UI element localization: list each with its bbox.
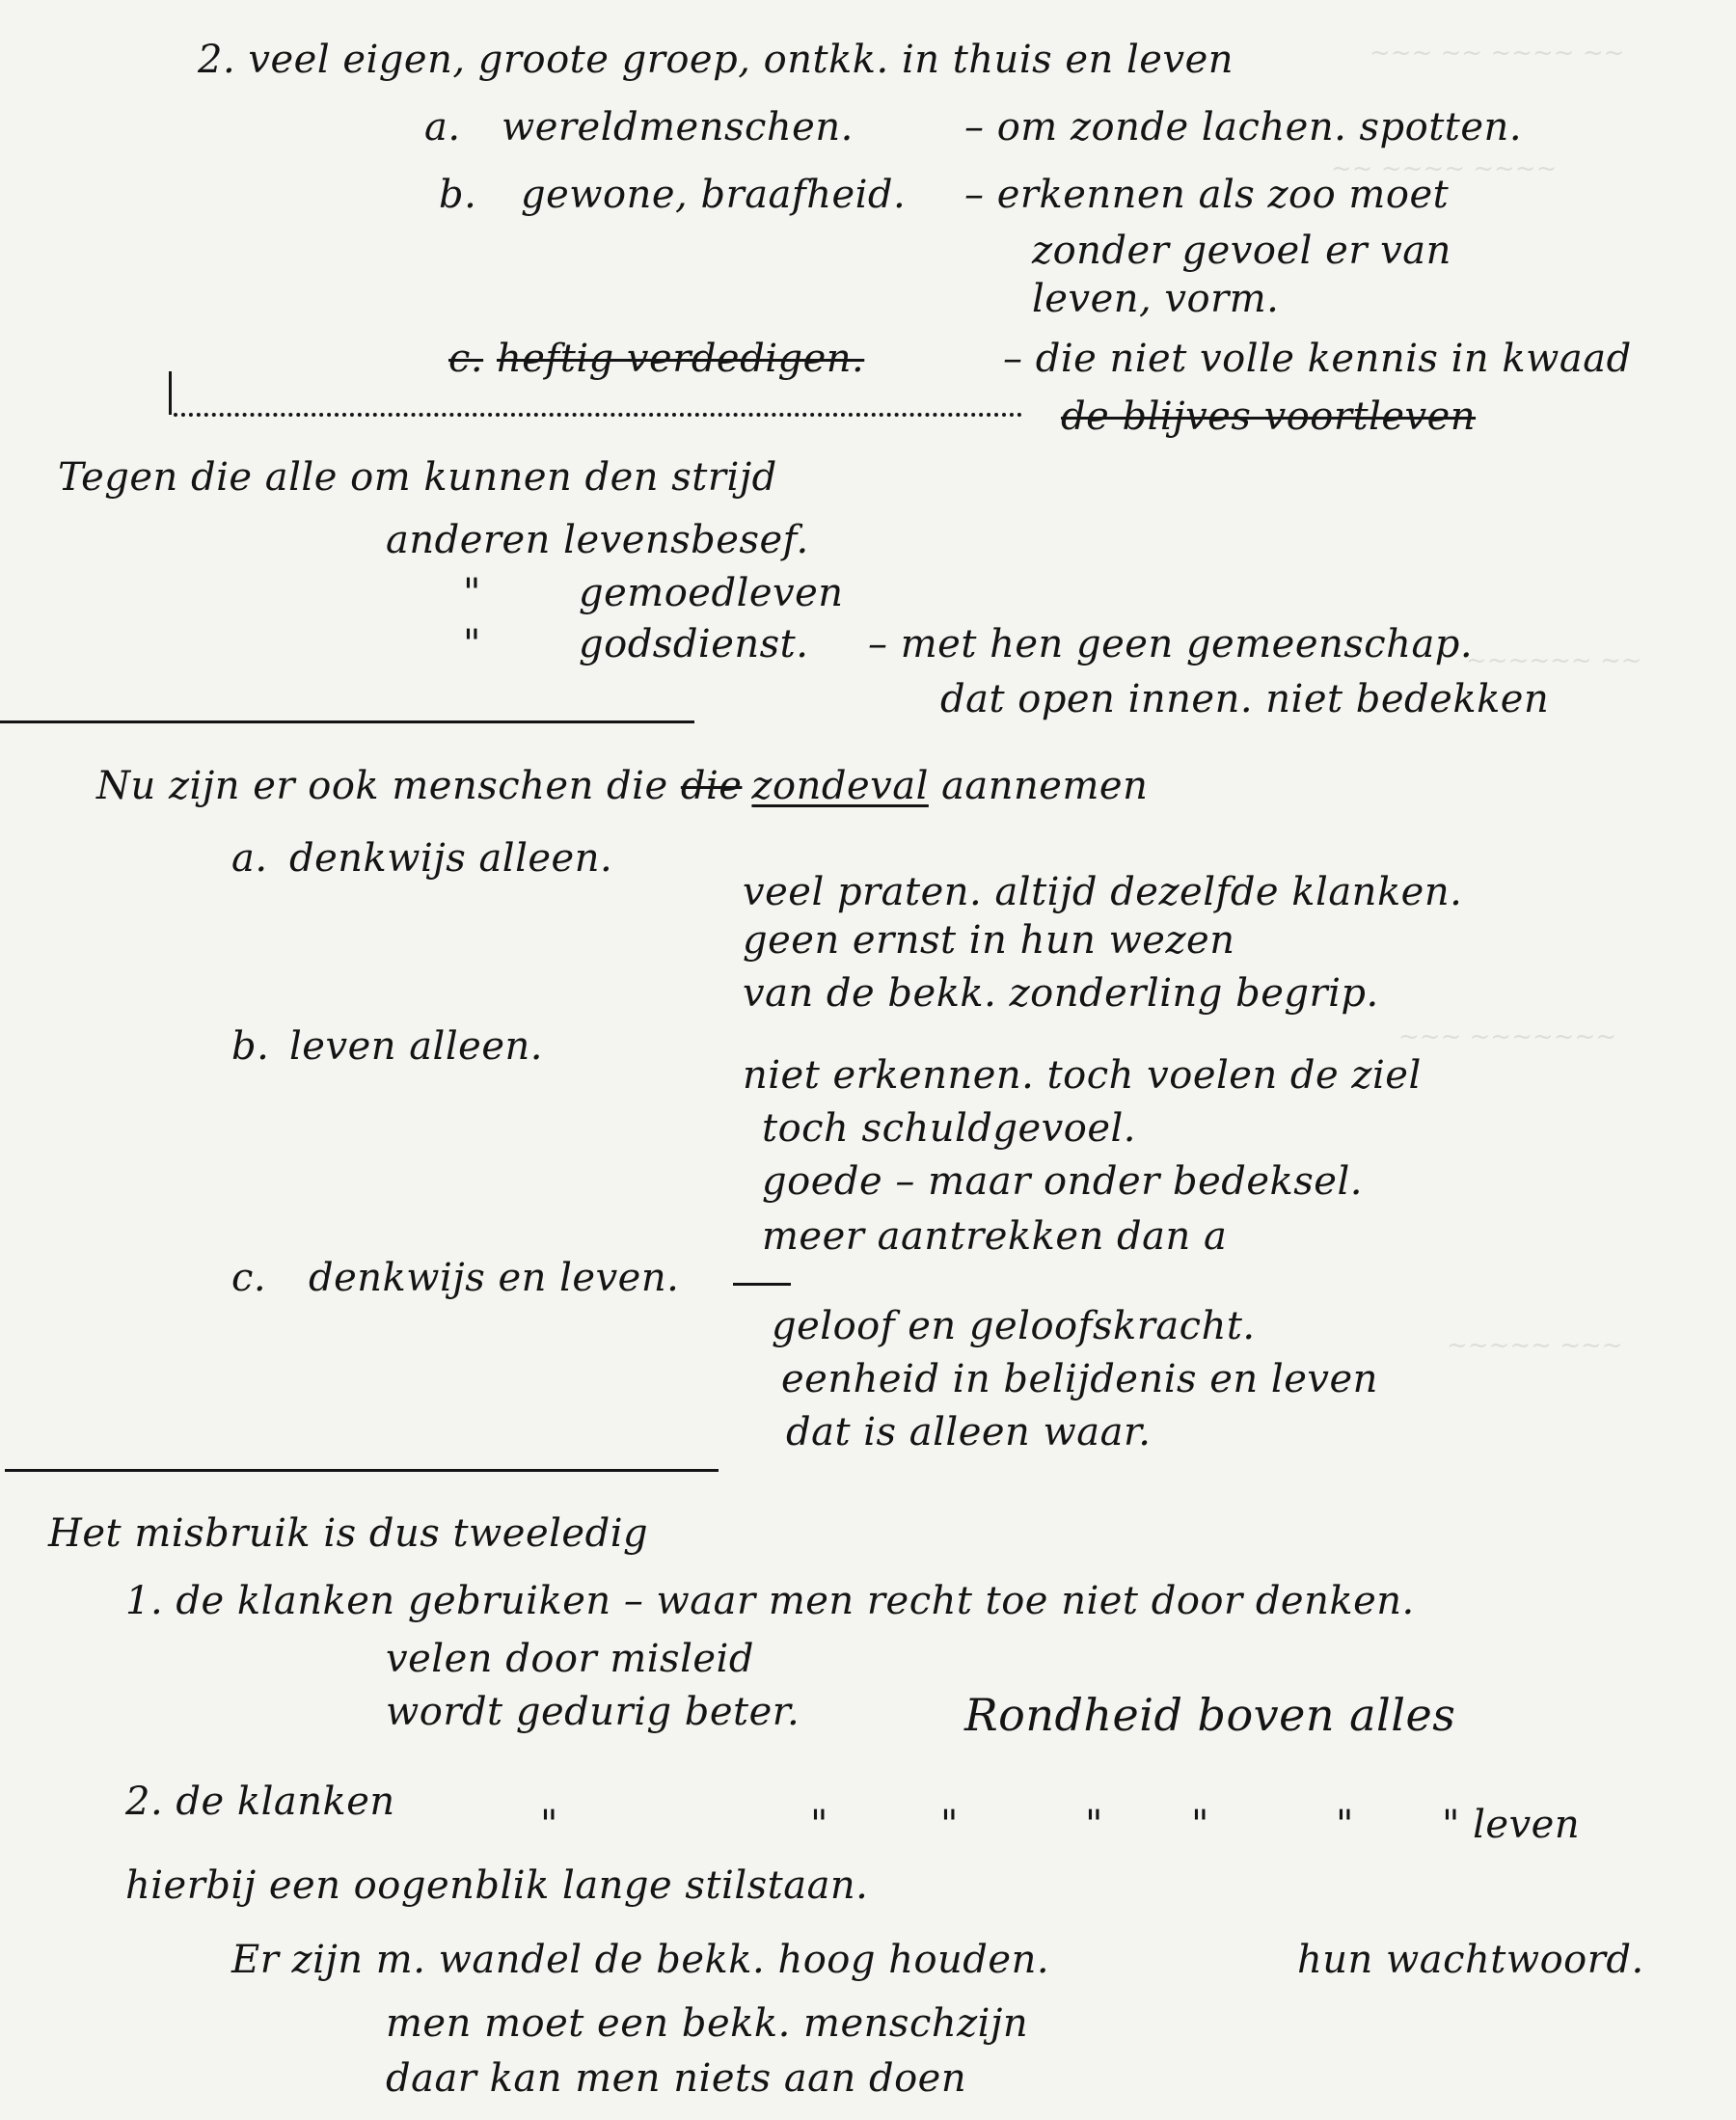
section4-line-3-b: hun wachtwoord. (1297, 1938, 1644, 1982)
section1-c-response-2: de blijves voortleven (1061, 394, 1477, 439)
section4-line-2: hierbij een oogenblik lange stilstaan. (125, 1863, 869, 1908)
section1-b-response-3: leven, vorm. (1032, 277, 1280, 321)
section1-c-text: heftig verdedigen. (497, 337, 865, 381)
section4-item-1-c: wordt gedurig beter. (386, 1690, 800, 1734)
section3-b-text: leven alleen. (289, 1024, 543, 1069)
bleed-through-text: ~~~ ~~ ~~~~ ~~ (1370, 39, 1625, 68)
section-divider (0, 720, 694, 723)
bleed-through-text: ~~~~~~ ~~ (1466, 646, 1642, 675)
section3-intro-start: Nu zijn er ook menschen die (96, 764, 681, 808)
section4-item-1-b: velen door misleid (386, 1637, 754, 1681)
dotted-line (174, 413, 1022, 417)
section4-line-4: men moet een bekk. menschzijn (386, 2001, 1029, 2046)
section3-a-response-1: veel praten. altijd dezelfde klanken. (743, 870, 1463, 914)
section1-a-response: – om zonde lachen. spotten. (964, 105, 1523, 149)
dash-mark (733, 1283, 791, 1286)
section3-b-label: b. (231, 1024, 270, 1069)
section4-line-3: Er zijn m. wandel de bekk. hoog houden. (231, 1938, 1050, 1982)
ditto-mark: " (940, 1803, 959, 1847)
ditto-mark: " (1085, 1803, 1103, 1847)
ditto-mark: " (540, 1803, 558, 1847)
section4-item-1-d: Rondheid boven alles (964, 1689, 1456, 1741)
section3-b-response-3: goede – maar onder bedeksel. (762, 1159, 1363, 1204)
section3-intro-end: aannemen (928, 764, 1149, 808)
section2-line-2: anderen levensbesef. (386, 518, 809, 562)
ditto-mark: " (1336, 1803, 1354, 1847)
section3-b-response-2: toch schuldgevoel. (762, 1106, 1137, 1151)
section3-b-response-1: niet erkennen. toch voelen de ziel (743, 1053, 1422, 1098)
section2-ditto-2: " (463, 622, 481, 666)
section2-ditto-1: " (463, 571, 481, 615)
section2-line-4: godsdienst. (579, 622, 809, 666)
section2-line-1: Tegen die alle om kunnen den strijd (58, 455, 777, 500)
section4-item-1: 1. de klanken gebruiken – waar men recht toe niet door denken. (125, 1579, 1415, 1623)
section1-a-label: a. (424, 105, 461, 149)
section2-line-4-response: – met hen geen gemeenschap. (868, 622, 1474, 666)
bleed-through-text: ~~~~~ ~~~ (1447, 1331, 1623, 1360)
insertion-mark (169, 371, 172, 415)
section4-line-1: Het misbruik is dus tweeledig (48, 1511, 649, 1556)
section3-a-response-3: van de bekk. zonderling begrip. (743, 971, 1379, 1016)
section3-c-response-2: eenheid in belijdenis en leven (781, 1357, 1378, 1401)
section-divider (5, 1469, 719, 1472)
section1-b-response-1: – erkennen als zoo moet (964, 173, 1450, 217)
ditto-mark: " (1191, 1803, 1209, 1847)
section3-a-label: a. (231, 836, 268, 881)
section3-intro (96, 764, 1149, 808)
ditto-mark: " (810, 1803, 828, 1847)
section3-c-response-3: dat is alleen waar. (786, 1410, 1152, 1454)
section3-a-text: denkwijs alleen. (289, 836, 613, 881)
section1-b-response-2: zonder gevoel er van (1032, 229, 1451, 273)
section3-intro-struck: die (680, 764, 743, 808)
section3-c-text: denkwijs en leven. (309, 1256, 680, 1300)
section2-line-5: dat open innen. niet bedekken (940, 677, 1550, 721)
section3-a-response-2: geen ernst in hun wezen (743, 918, 1235, 963)
section4-item-2-end: " leven (1442, 1803, 1581, 1847)
section1-c-response-1: – die niet volle kennis in kwaad (1003, 337, 1632, 381)
section3-c-response-1: geloof en geloofskracht. (772, 1304, 1256, 1348)
section2-line-3: gemoedleven (579, 571, 844, 615)
section1-c-label: c. (448, 337, 484, 381)
section3-intro-underlined: zondeval (751, 764, 929, 808)
section4-line-5: daar kan men niets aan doen (386, 2056, 967, 2101)
section1-a-text: wereldmenschen. (502, 105, 854, 149)
section4-item-2: 2. de klanken (125, 1780, 395, 1824)
section3-b-response-4: meer aantrekken dan a (762, 1214, 1228, 1259)
section1-b-label: b. (439, 173, 477, 217)
section3-c-label: c. (231, 1256, 267, 1300)
bleed-through-text: ~~~ ~~~~~~~ (1398, 1022, 1617, 1051)
section1-b-text: gewone, braafheid. (521, 173, 907, 217)
bleed-through-text: ~~ ~~~~ ~~~~ (1331, 154, 1558, 183)
section1-heading: 2. veel eigen, groote groep, ontkk. in thuis en leven (198, 38, 1234, 82)
